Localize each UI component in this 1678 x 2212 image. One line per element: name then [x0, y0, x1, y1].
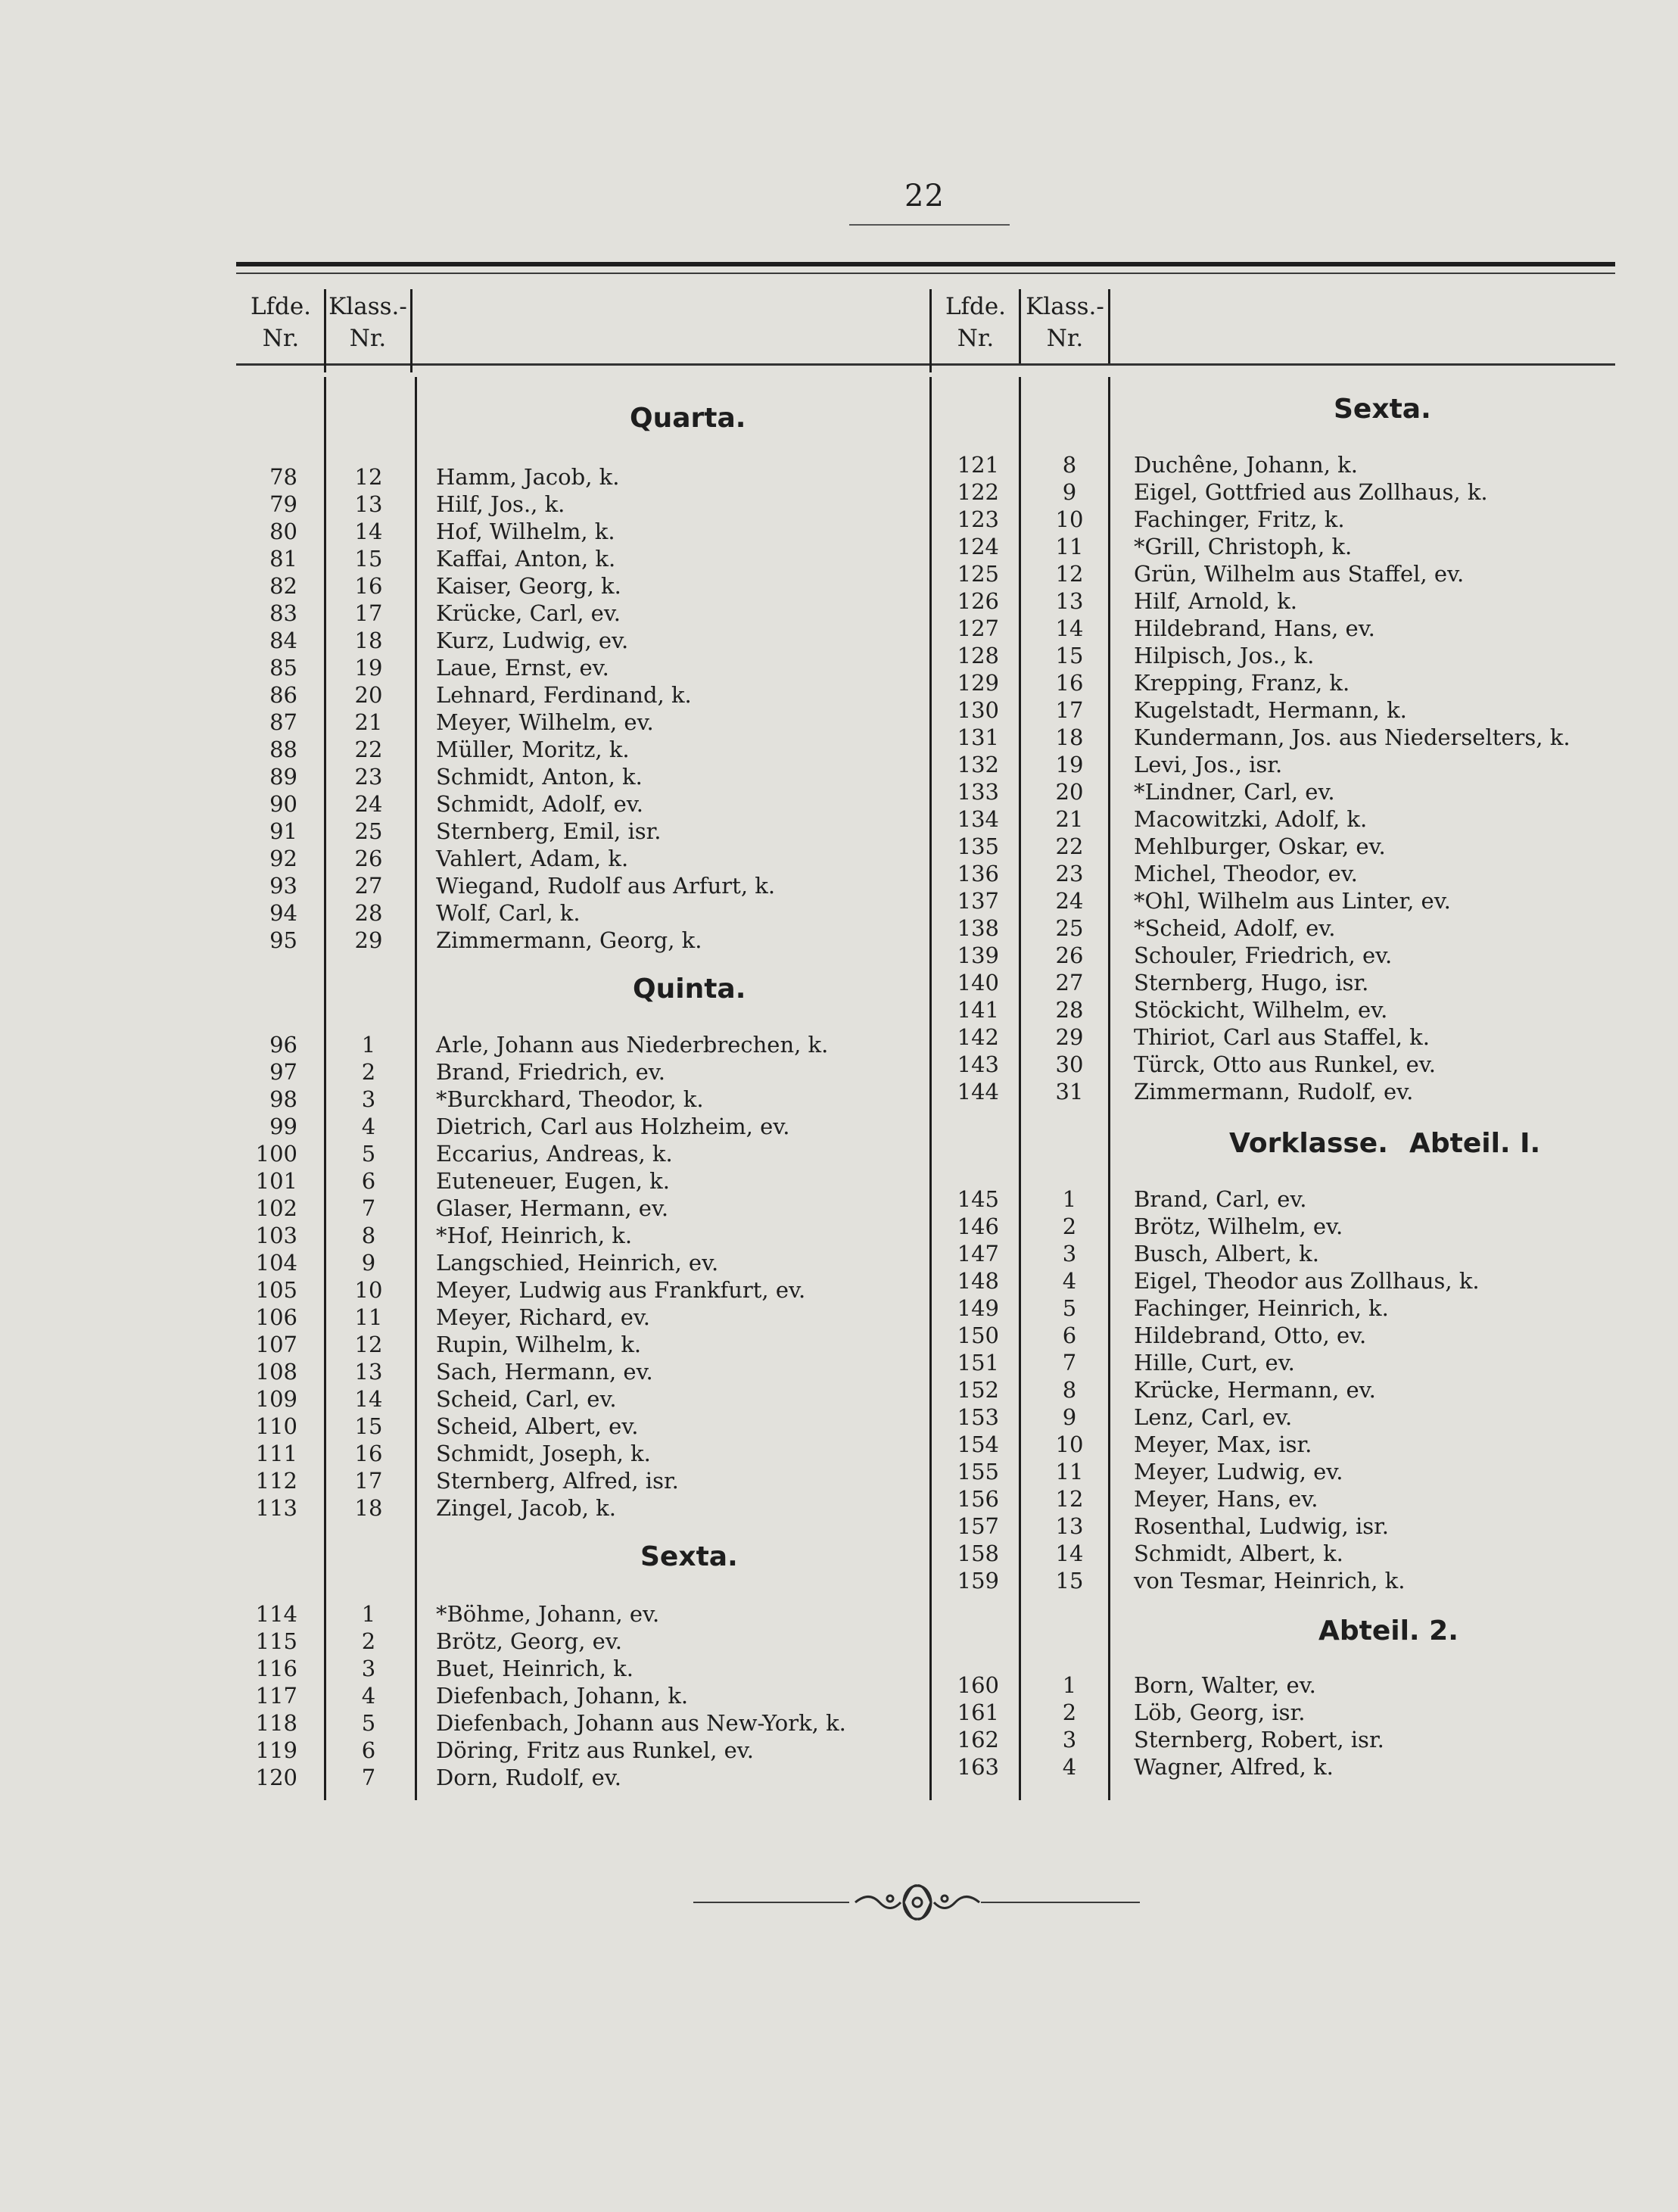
- lfde-nr: 136: [957, 861, 999, 886]
- lfde-nr: 106: [255, 1304, 297, 1330]
- pupil-name: Euteneuer, Eugen, k.: [436, 1168, 670, 1194]
- pupil-name: Kurz, Ludwig, ev.: [436, 628, 629, 653]
- klass-nr: 20: [1055, 779, 1084, 805]
- lfde-nr: 85: [269, 655, 297, 681]
- klass-nr: 17: [1055, 697, 1084, 723]
- lfde-nr: 81: [269, 546, 297, 572]
- pupil-name: Fachinger, Heinrich, k.: [1134, 1295, 1389, 1321]
- klass-nr: 27: [354, 873, 383, 899]
- lfde-nr: 159: [957, 1568, 999, 1594]
- klass-nr: 31: [1055, 1079, 1084, 1104]
- lfde-nr: 155: [957, 1459, 999, 1485]
- pupil-name: Mehlburger, Oskar, ev.: [1134, 833, 1386, 859]
- lfde-nr: 144: [957, 1079, 999, 1104]
- lfde-nr: 127: [957, 615, 999, 641]
- lfde-nr: 150: [957, 1323, 999, 1348]
- klass-nr: 5: [1062, 1295, 1077, 1321]
- klass-nr: 15: [1055, 643, 1084, 668]
- flourish-ornament-icon: [854, 1876, 981, 1929]
- lfde-nr: 86: [269, 682, 297, 708]
- klass-nr: 24: [1055, 888, 1084, 914]
- pupil-name: Kugelstadt, Hermann, k.: [1134, 697, 1407, 723]
- klass-nr: 18: [354, 1495, 383, 1521]
- klass-nr: 14: [354, 1386, 383, 1412]
- klass-nr: 21: [1055, 806, 1084, 832]
- klass-nr: 17: [354, 1468, 383, 1494]
- pupil-name: Macowitzki, Adolf, k.: [1134, 806, 1368, 832]
- pupil-name: Michel, Theodor, ev.: [1134, 861, 1358, 886]
- pupil-name: *Scheid, Adolf, ev.: [1134, 915, 1336, 941]
- pupil-name: Born, Walter, ev.: [1134, 1672, 1316, 1698]
- pupil-name: Brötz, Georg, ev.: [436, 1628, 622, 1654]
- lfde-nr: 147: [957, 1241, 999, 1266]
- pupil-name: Schouler, Friedrich, ev.: [1134, 942, 1393, 968]
- pupil-name: Eigel, Theodor aus Zollhaus, k.: [1134, 1268, 1480, 1294]
- header-right-klass-line2: Nr.: [1046, 325, 1084, 352]
- pupil-name: *Grill, Christoph, k.: [1134, 534, 1353, 559]
- lfde-nr: 93: [269, 873, 297, 899]
- pupil-name: Arle, Johann aus Niederbrechen, k.: [436, 1032, 829, 1058]
- lfde-nr: 154: [957, 1432, 999, 1457]
- pupil-name: Levi, Jos., isr.: [1134, 752, 1283, 777]
- section-title-sexta-right: Sexta.: [1334, 394, 1431, 425]
- lfde-nr: 141: [957, 997, 999, 1023]
- lfde-nr: 111: [255, 1441, 297, 1466]
- pupil-name: *Burckhard, Theodor, k.: [436, 1086, 704, 1112]
- klass-nr: 27: [1055, 970, 1084, 995]
- lfde-nr: 143: [957, 1051, 999, 1077]
- klass-nr: 29: [354, 927, 383, 953]
- lfde-nr: 84: [269, 628, 297, 653]
- pupil-name: Dorn, Rudolf, ev.: [436, 1765, 621, 1790]
- section-title-sexta-left: Sexta.: [640, 1541, 738, 1572]
- klass-nr: 2: [361, 1628, 376, 1654]
- pupil-name: Hilf, Arnold, k.: [1134, 588, 1297, 614]
- lfde-nr: 109: [255, 1386, 297, 1412]
- lfde-nr: 95: [269, 927, 297, 953]
- lfde-nr: 101: [255, 1168, 297, 1194]
- page-number: 22: [904, 179, 945, 213]
- klass-nr: 13: [1055, 588, 1084, 614]
- klass-nr: 30: [1055, 1051, 1084, 1077]
- header-left-lfde: [236, 291, 325, 354]
- section-title-vorklasse: Vorklasse.: [1229, 1128, 1388, 1159]
- lfde-nr: 108: [255, 1359, 297, 1385]
- klass-nr: 26: [354, 846, 383, 871]
- klass-nr: 6: [1062, 1323, 1077, 1348]
- lfde-nr: 130: [957, 697, 999, 723]
- column-rule: [415, 377, 417, 1800]
- pupil-name: Glaser, Hermann, ev.: [436, 1195, 669, 1221]
- pupil-name: Sternberg, Emil, isr.: [436, 818, 662, 844]
- klass-nr: 15: [354, 546, 383, 572]
- lfde-nr: 78: [269, 464, 297, 490]
- pupil-name: Diefenbach, Johann, k.: [436, 1683, 689, 1709]
- klass-nr: 23: [1055, 861, 1084, 886]
- lfde-nr: 90: [269, 791, 297, 817]
- lfde-nr: 117: [255, 1683, 297, 1709]
- section-title-quinta: Quinta.: [633, 974, 746, 1005]
- pupil-name: Scheid, Albert, ev.: [436, 1413, 639, 1439]
- header-right-lfde-line2: Nr.: [957, 325, 995, 352]
- lfde-nr: 112: [255, 1468, 297, 1494]
- subsection-title-abteil-1: Abteil. I.: [1409, 1128, 1541, 1159]
- lfde-nr: 115: [255, 1628, 297, 1654]
- pupil-name: Brötz, Wilhelm, ev.: [1134, 1213, 1343, 1239]
- klass-nr: 8: [361, 1223, 376, 1248]
- pupil-name: Hilf, Jos., k.: [436, 491, 565, 517]
- top-rule-thin: [236, 273, 1615, 274]
- pupil-name: Rupin, Wilhelm, k.: [436, 1332, 642, 1357]
- pupil-name: Sternberg, Hugo, isr.: [1134, 970, 1369, 995]
- pupil-name: Meyer, Max, isr.: [1134, 1432, 1312, 1457]
- pupil-name: Meyer, Ludwig aus Frankfurt, ev.: [436, 1277, 806, 1303]
- header-right-klass-line1: Klass.-: [1026, 293, 1104, 320]
- klass-nr: 1: [361, 1601, 376, 1627]
- lfde-nr: 133: [957, 779, 999, 805]
- lfde-nr: 124: [957, 534, 999, 559]
- lfde-nr: 145: [957, 1186, 999, 1212]
- pupil-name: Sternberg, Robert, isr.: [1134, 1727, 1384, 1752]
- klass-nr: 12: [354, 464, 383, 490]
- column-rule: [1108, 289, 1110, 363]
- header-right-lfde: [932, 291, 1019, 354]
- pupil-name: Lenz, Carl, ev.: [1134, 1404, 1293, 1430]
- klass-nr: 12: [1055, 1486, 1084, 1512]
- klass-nr: 23: [354, 764, 383, 790]
- pupil-name: Fachinger, Fritz, k.: [1134, 506, 1345, 532]
- section-title-quarta: Quarta.: [630, 403, 746, 434]
- klass-nr: 12: [1055, 561, 1084, 587]
- lfde-nr: 152: [957, 1377, 999, 1403]
- klass-nr: 18: [1055, 724, 1084, 750]
- lfde-nr: 119: [255, 1737, 297, 1763]
- lfde-nr: 122: [957, 479, 999, 505]
- klass-nr: 19: [1055, 752, 1084, 777]
- column-rule: [1019, 377, 1021, 1800]
- klass-nr: 3: [1062, 1241, 1077, 1266]
- lfde-nr: 158: [957, 1541, 999, 1566]
- pupil-name: Zingel, Jacob, k.: [436, 1495, 616, 1521]
- pupil-name: Meyer, Wilhelm, ev.: [436, 709, 654, 735]
- lfde-nr: 116: [255, 1656, 297, 1681]
- klass-nr: 4: [1062, 1268, 1077, 1294]
- pupil-name: Brand, Carl, ev.: [1134, 1186, 1307, 1212]
- klass-nr: 21: [354, 709, 383, 735]
- lfde-nr: 161: [957, 1700, 999, 1725]
- pupil-name: Meyer, Hans, ev.: [1134, 1486, 1318, 1512]
- pupil-name: Kundermann, Jos. aus Niederselters, k.: [1134, 724, 1571, 750]
- klass-nr: 11: [1055, 1459, 1084, 1485]
- lfde-nr: 94: [269, 900, 297, 926]
- klass-nr: 5: [361, 1710, 376, 1736]
- pupil-name: Scheid, Carl, ev.: [436, 1386, 617, 1412]
- pupil-name: Hilpisch, Jos., k.: [1134, 643, 1315, 668]
- pupil-name: Zimmermann, Rudolf, ev.: [1134, 1079, 1414, 1104]
- klass-nr: 8: [1062, 1377, 1077, 1403]
- klass-nr: 13: [354, 491, 383, 517]
- lfde-nr: 148: [957, 1268, 999, 1294]
- page-number-underline: [849, 224, 1010, 226]
- klass-nr: 19: [354, 655, 383, 681]
- header-left-klass-line1: Klass.-: [328, 293, 407, 320]
- header-bottom-rule: [236, 363, 1615, 366]
- klass-nr: 28: [1055, 997, 1084, 1023]
- pupil-name: *Böhme, Johann, ev.: [436, 1601, 660, 1627]
- pupil-name: Busch, Albert, k.: [1134, 1241, 1319, 1266]
- ornament-line-right: [981, 1902, 1140, 1903]
- klass-nr: 25: [1055, 915, 1084, 941]
- lfde-nr: 102: [255, 1195, 297, 1221]
- klass-nr: 10: [1055, 1432, 1084, 1457]
- pupil-name: Schmidt, Joseph, k.: [436, 1441, 651, 1466]
- klass-nr: 15: [354, 1413, 383, 1439]
- lfde-nr: 123: [957, 506, 999, 532]
- klass-nr: 5: [361, 1141, 376, 1167]
- pupil-name: Grün, Wilhelm aus Staffel, ev.: [1134, 561, 1465, 587]
- lfde-nr: 98: [269, 1086, 297, 1112]
- lfde-nr: 113: [255, 1495, 297, 1521]
- klass-nr: 4: [361, 1114, 376, 1139]
- pupil-name: Krepping, Franz, k.: [1134, 670, 1350, 696]
- lfde-nr: 138: [957, 915, 999, 941]
- klass-nr: 1: [1062, 1186, 1077, 1212]
- pupil-name: Wolf, Carl, k.: [436, 900, 581, 926]
- top-rule-thick: [236, 262, 1615, 266]
- klass-nr: 3: [361, 1086, 376, 1112]
- subsection-title-abteil-2: Abteil. 2.: [1318, 1615, 1459, 1647]
- pupil-name: Kaiser, Georg, k.: [436, 573, 621, 599]
- lfde-nr: 97: [269, 1059, 297, 1085]
- lfde-nr: 151: [957, 1350, 999, 1375]
- klass-nr: 4: [1062, 1754, 1077, 1780]
- lfde-nr: 162: [957, 1727, 999, 1752]
- pupil-name: Hille, Curt, ev.: [1134, 1350, 1295, 1375]
- lfde-nr: 125: [957, 561, 999, 587]
- pupil-name: Stöckicht, Wilhelm, ev.: [1134, 997, 1388, 1023]
- lfde-nr: 135: [957, 833, 999, 859]
- pupil-name: Laue, Ernst, ev.: [436, 655, 609, 681]
- pupil-name: Lehnard, Ferdinand, k.: [436, 682, 692, 708]
- pupil-name: Rosenthal, Ludwig, isr.: [1134, 1513, 1389, 1539]
- klass-nr: 9: [361, 1250, 376, 1276]
- lfde-nr: 79: [269, 491, 297, 517]
- klass-nr: 1: [361, 1032, 376, 1058]
- lfde-nr: 131: [957, 724, 999, 750]
- pupil-name: von Tesmar, Heinrich, k.: [1134, 1568, 1406, 1594]
- header-left-lfde-line1: Lfde.: [250, 293, 312, 320]
- pupil-name: Meyer, Richard, ev.: [436, 1304, 651, 1330]
- lfde-nr: 88: [269, 737, 297, 762]
- lfde-nr: 157: [957, 1513, 999, 1539]
- lfde-nr: 128: [957, 643, 999, 668]
- pupil-name: Hildebrand, Hans, ev.: [1134, 615, 1375, 641]
- klass-nr: 7: [1062, 1350, 1077, 1375]
- klass-nr: 7: [361, 1765, 376, 1790]
- lfde-nr: 80: [269, 519, 297, 544]
- klass-nr: 14: [354, 519, 383, 544]
- klass-nr: 22: [1055, 833, 1084, 859]
- lfde-nr: 126: [957, 588, 999, 614]
- klass-nr: 10: [354, 1277, 383, 1303]
- klass-nr: 14: [1055, 1541, 1084, 1566]
- klass-nr: 13: [354, 1359, 383, 1385]
- column-rule: [929, 289, 932, 372]
- klass-nr: 2: [361, 1059, 376, 1085]
- column-rule: [1019, 289, 1021, 363]
- lfde-nr: 89: [269, 764, 297, 790]
- pupil-name: Hamm, Jacob, k.: [436, 464, 620, 490]
- lfde-nr: 83: [269, 600, 297, 626]
- lfde-nr: 103: [255, 1223, 297, 1248]
- klass-nr: 3: [361, 1656, 376, 1681]
- lfde-nr: 137: [957, 888, 999, 914]
- klass-nr: 15: [1055, 1568, 1084, 1594]
- lfde-nr: 153: [957, 1404, 999, 1430]
- lfde-nr: 129: [957, 670, 999, 696]
- pupil-name: Kaffai, Anton, k.: [436, 546, 616, 572]
- klass-nr: 10: [1055, 506, 1084, 532]
- lfde-nr: 92: [269, 846, 297, 871]
- pupil-name: Dietrich, Carl aus Holzheim, ev.: [436, 1114, 790, 1139]
- klass-nr: 3: [1062, 1727, 1077, 1752]
- pupil-name: Langschied, Heinrich, ev.: [436, 1250, 719, 1276]
- klass-nr: 9: [1062, 479, 1077, 505]
- klass-nr: 16: [354, 573, 383, 599]
- klass-nr: 25: [354, 818, 383, 844]
- lfde-nr: 149: [957, 1295, 999, 1321]
- klass-nr: 29: [1055, 1024, 1084, 1050]
- pupil-name: Wiegand, Rudolf aus Arfurt, k.: [436, 873, 776, 899]
- pupil-name: Schmidt, Anton, k.: [436, 764, 643, 790]
- pupil-name: Müller, Moritz, k.: [436, 737, 630, 762]
- pupil-name: Sach, Hermann, ev.: [436, 1359, 653, 1385]
- column-rule: [324, 289, 326, 372]
- klass-nr: 20: [354, 682, 383, 708]
- pupil-name: Vahlert, Adam, k.: [436, 846, 629, 871]
- klass-nr: 2: [1062, 1213, 1077, 1239]
- pupil-name: Eccarius, Andreas, k.: [436, 1141, 673, 1167]
- header-right-lfde-line1: Lfde.: [945, 293, 1007, 320]
- klass-nr: 9: [1062, 1404, 1077, 1430]
- header-left-lfde-line2: Nr.: [262, 325, 300, 352]
- lfde-nr: 91: [269, 818, 297, 844]
- klass-nr: 1: [1062, 1672, 1077, 1698]
- klass-nr: 8: [1062, 452, 1077, 478]
- lfde-nr: 105: [255, 1277, 297, 1303]
- klass-nr: 16: [354, 1441, 383, 1466]
- pupil-name: Duchêne, Johann, k.: [1134, 452, 1358, 478]
- klass-nr: 11: [354, 1304, 383, 1330]
- lfde-nr: 120: [255, 1765, 297, 1790]
- column-rule: [324, 377, 326, 1800]
- pupil-name: Buet, Heinrich, k.: [436, 1656, 634, 1681]
- pupil-name: *Ohl, Wilhelm aus Linter, ev.: [1134, 888, 1451, 914]
- klass-nr: 17: [354, 600, 383, 626]
- header-left-klass-line2: Nr.: [349, 325, 387, 352]
- column-rule: [410, 289, 412, 372]
- lfde-nr: 114: [255, 1601, 297, 1627]
- pupil-name: Meyer, Ludwig, ev.: [1134, 1459, 1343, 1485]
- lfde-nr: 107: [255, 1332, 297, 1357]
- lfde-nr: 134: [957, 806, 999, 832]
- lfde-nr: 139: [957, 942, 999, 968]
- ornament-line-left: [693, 1902, 849, 1903]
- pupil-name: Thiriot, Carl aus Staffel, k.: [1134, 1024, 1430, 1050]
- klass-nr: 2: [1062, 1700, 1077, 1725]
- klass-nr: 7: [361, 1195, 376, 1221]
- pupil-name: Krücke, Hermann, ev.: [1134, 1377, 1376, 1403]
- pupil-name: *Lindner, Carl, ev.: [1134, 779, 1335, 805]
- klass-nr: 6: [361, 1168, 376, 1194]
- lfde-nr: 118: [255, 1710, 297, 1736]
- lfde-nr: 156: [957, 1486, 999, 1512]
- column-rule: [1108, 377, 1110, 1800]
- klass-nr: 26: [1055, 942, 1084, 968]
- pupil-name: Wagner, Alfred, k.: [1134, 1754, 1334, 1780]
- pupil-name: Brand, Friedrich, ev.: [436, 1059, 665, 1085]
- pupil-name: Schmidt, Albert, k.: [1134, 1541, 1343, 1566]
- lfde-nr: 82: [269, 573, 297, 599]
- pupil-name: Krücke, Carl, ev.: [436, 600, 621, 626]
- lfde-nr: 140: [957, 970, 999, 995]
- klass-nr: 16: [1055, 670, 1084, 696]
- lfde-nr: 96: [269, 1032, 297, 1058]
- pupil-name: *Hof, Heinrich, k.: [436, 1223, 633, 1248]
- klass-nr: 13: [1055, 1513, 1084, 1539]
- lfde-nr: 104: [255, 1250, 297, 1276]
- pupil-name: Hildebrand, Otto, ev.: [1134, 1323, 1367, 1348]
- lfde-nr: 100: [255, 1141, 297, 1167]
- pupil-name: Sternberg, Alfred, isr.: [436, 1468, 679, 1494]
- pupil-name: Zimmermann, Georg, k.: [436, 927, 702, 953]
- klass-nr: 24: [354, 791, 383, 817]
- klass-nr: 22: [354, 737, 383, 762]
- klass-nr: 28: [354, 900, 383, 926]
- pupil-name: Döring, Fritz aus Runkel, ev.: [436, 1737, 754, 1763]
- klass-nr: 14: [1055, 615, 1084, 641]
- pupil-name: Diefenbach, Johann aus New-York, k.: [436, 1710, 846, 1736]
- lfde-nr: 132: [957, 752, 999, 777]
- header-left-klass: [325, 291, 410, 354]
- lfde-nr: 99: [269, 1114, 297, 1139]
- klass-nr: 6: [361, 1737, 376, 1763]
- lfde-nr: 87: [269, 709, 297, 735]
- pupil-name: Türck, Otto aus Runkel, ev.: [1134, 1051, 1436, 1077]
- lfde-nr: 110: [255, 1413, 297, 1439]
- klass-nr: 11: [1055, 534, 1084, 559]
- klass-nr: 12: [354, 1332, 383, 1357]
- lfde-nr: 121: [957, 452, 999, 478]
- klass-nr: 4: [361, 1683, 376, 1709]
- klass-nr: 18: [354, 628, 383, 653]
- header-right-klass: [1022, 291, 1108, 354]
- pupil-name: Hof, Wilhelm, k.: [436, 519, 615, 544]
- pupil-name: Eigel, Gottfried aus Zollhaus, k.: [1134, 479, 1488, 505]
- lfde-nr: 163: [957, 1754, 999, 1780]
- lfde-nr: 160: [957, 1672, 999, 1698]
- pupil-name: Löb, Georg, isr.: [1134, 1700, 1306, 1725]
- pupil-name: Schmidt, Adolf, ev.: [436, 791, 643, 817]
- lfde-nr: 146: [957, 1213, 999, 1239]
- lfde-nr: 142: [957, 1024, 999, 1050]
